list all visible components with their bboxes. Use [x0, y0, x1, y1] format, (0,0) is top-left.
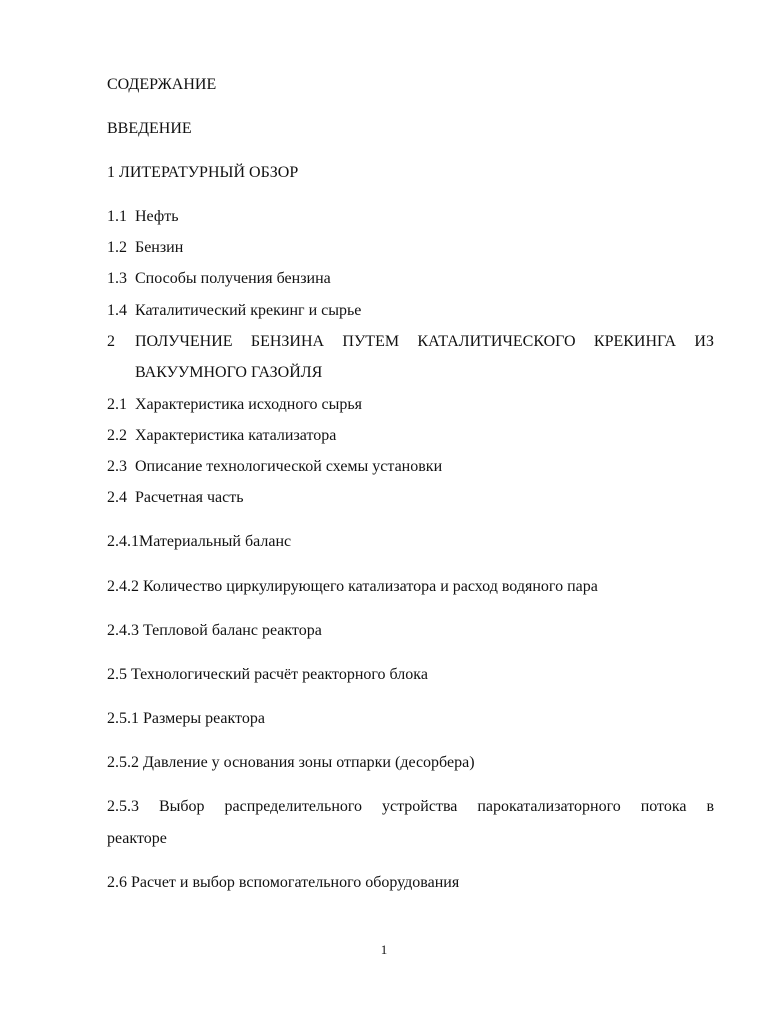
toc-item-2-5: 2.5 Технологический расчёт реакторного блока: [107, 666, 428, 683]
toc-item-text: Нефть: [135, 208, 179, 225]
toc-item-text: Описание технологической схемы установки: [135, 458, 443, 475]
toc-item-2-6: 2.6 Расчет и выбор вспомогательного оборудования: [107, 874, 460, 891]
toc-item-text: Характеристика исходного сырья: [135, 396, 363, 413]
toc-section-2: [107, 326, 714, 388]
toc-item-2-3: [107, 451, 714, 482]
toc-item-number: 2.2: [107, 427, 127, 444]
toc-introduction: ВВЕДЕНИЕ: [107, 120, 192, 137]
toc-title: СОДЕРЖАНИЕ: [107, 76, 217, 93]
page-number: 1: [380, 942, 388, 957]
toc-item-2-4: [107, 482, 714, 513]
toc-item-number: 1.2: [107, 239, 127, 256]
toc-item-2-4-3: 2.4.3 Тепловой баланс реактора: [107, 622, 322, 639]
toc-item-number: 1.1: [107, 208, 127, 225]
toc-item-2-5-1: 2.5.1 Размеры реактора: [107, 710, 265, 727]
toc-item-text: Бензин: [135, 239, 184, 256]
toc-item-2-5-3-line-1: 2.5.3 Выбор распределительного устройства парокатализаторного потока в: [107, 798, 714, 815]
toc-section-2-title-line-2: ВАКУУМНОГО ГАЗОЙЛЯ: [135, 364, 323, 381]
toc-item-text: Способы получения бензина: [135, 270, 331, 287]
toc-item-number: 2.4: [107, 489, 127, 506]
toc-item-text: Характеристика катализатора: [135, 427, 337, 444]
toc-item-2-4-2: 2.4.2 Количество циркулирующего катализатора и расход водяного пара: [107, 578, 598, 595]
toc-item-1-3: [107, 263, 714, 294]
toc-item-text: Расчетная часть: [135, 489, 244, 506]
toc-item-1-4: [107, 295, 714, 326]
toc-item-number: 1.4: [107, 302, 127, 319]
toc-section-1: 1 ЛИТЕРАТУРНЫЙ ОБЗОР: [107, 164, 299, 181]
toc-item-2-2: [107, 420, 714, 451]
toc-section-2-number: 2: [107, 333, 115, 350]
toc-item-text: Каталитический крекинг и сырье: [135, 302, 362, 319]
toc-item-1-1: [107, 201, 714, 232]
toc-item-2-4-1: 2.4.1Материальный баланс: [107, 533, 292, 550]
toc-item-2-5-3-line-2: реакторе: [107, 830, 167, 847]
toc-item-number: 2.3: [107, 458, 127, 475]
toc-item-2-1: [107, 389, 714, 420]
toc-section-2-title-line-1: ПОЛУЧЕНИЕ БЕНЗИНА ПУТЕМ КАТАЛИТИЧЕСКОГО КРЕКИНГА ИЗ: [135, 333, 714, 350]
toc-item-number: 2.1: [107, 396, 127, 413]
toc-item-number: 1.3: [107, 270, 127, 287]
toc-item-2-5-3: [107, 791, 714, 855]
toc-item-2-5-2: 2.5.2 Давление у основания зоны отпарки (десорбера): [107, 754, 475, 771]
toc-item-1-2: [107, 232, 714, 263]
